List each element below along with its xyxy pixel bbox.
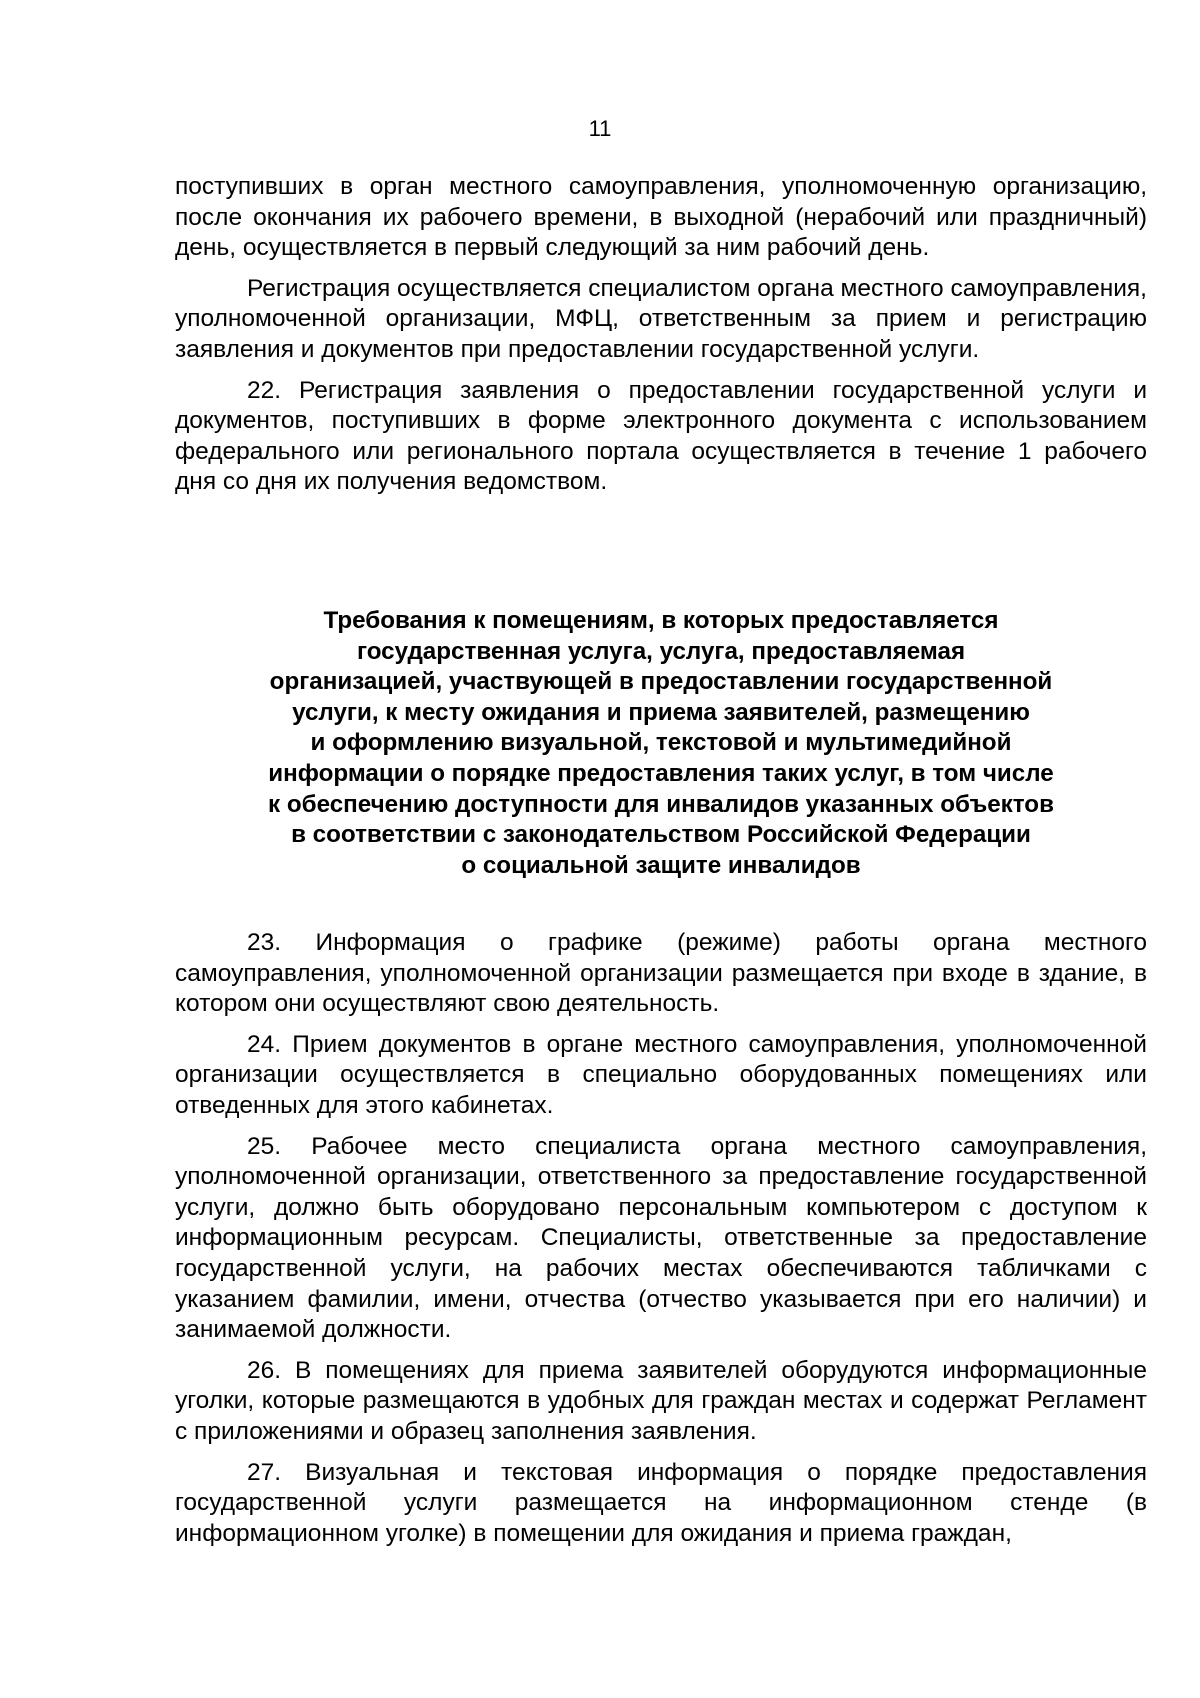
paragraph-24: 24. Прием документов в органе местного самоуправления, уполномоченной организации осуществляется в специально оборудованных помещениях или отведенных для этого кабинетах. <box>175 1030 1147 1119</box>
heading-line: о социальной защите инвалидов <box>461 851 861 879</box>
heading-line: к обеспечению доступности для инвалидов указанных объектов <box>268 790 1054 818</box>
paragraph-26: 26. В помещениях для приема заявителей оборудуются информационные уголки, которые размещаются в удобных для граждан местах и содержат Регламент с приложениями и образец заполнения заявления. <box>175 1356 1147 1445</box>
paragraph-continuation: поступивших в орган местного самоуправления, уполномоченную организацию, после окончания их рабочего времени, в выходной (нерабочий или праздничный) день, осуществляется в первый следующий за ним рабочий день. <box>175 173 1147 262</box>
heading-line: государственная услуга, услуга, предоставляемая <box>356 637 966 665</box>
paragraph-25: 25. Рабочее место специалиста органа местного самоуправления, уполномоченной организации, ответственного за предоставление государственной услуги, должно быть оборудовано персональным компьютером с доступом к информационным ресурсам. Специалисты, ответственные за предоставление государственной услуги, на рабочих местах обеспечиваются табличками с указанием фамилии, имени, отчества (отчество указывается при его наличии) и занимаемой должности. <box>175 1132 1147 1344</box>
paragraph-22: 22. Регистрация заявления о предоставлении государственной услуги и документов, поступивших в форме электронного документа с использованием федерального или регионального портала осуществляется в течение 1 рабочего дня со дня их получения ведомством. <box>175 376 1147 496</box>
heading-line: Требования к помещениям, в которых предоставляется <box>323 607 999 634</box>
paragraph-27: 27. Визуальная и текстовая информация о порядке предоставления государственной услуги размещается на информационном стенде (в информационном уголке) в помещении для ожидания и приема граждан, <box>175 1458 1147 1547</box>
paragraph-registration: Регистрация осуществляется специалистом органа местного самоуправления, уполномоченной организации, МФЦ, ответственным за прием и регистрацию заявления и документов при предоставлении государственной услуги. <box>175 274 1147 363</box>
top-text-block <box>175 172 1147 498</box>
bottom-text-block <box>175 928 1147 1549</box>
page-number: 11 <box>588 116 612 141</box>
heading-line: информации о порядке предоставления таких услуг, в том числе <box>268 759 1054 787</box>
heading-line: в соответствии с законодательством Российской Федерации <box>291 821 1031 849</box>
section-heading <box>175 606 1147 881</box>
paragraph-23: 23. Информация о графике (режиме) работы органа местного самоуправления, уполномоченной организации размещается при входе в здание, в котором они осуществляют свою деятельность. <box>175 929 1147 1018</box>
heading-line: и оформлению визуальной, текстовой и мультимедийной <box>310 729 1012 757</box>
heading-line: услуги, к месту ожидания и приема заявителей, размещению <box>292 698 1030 726</box>
heading-line: организацией, участвующей в предоставлении государственной <box>269 668 1053 696</box>
